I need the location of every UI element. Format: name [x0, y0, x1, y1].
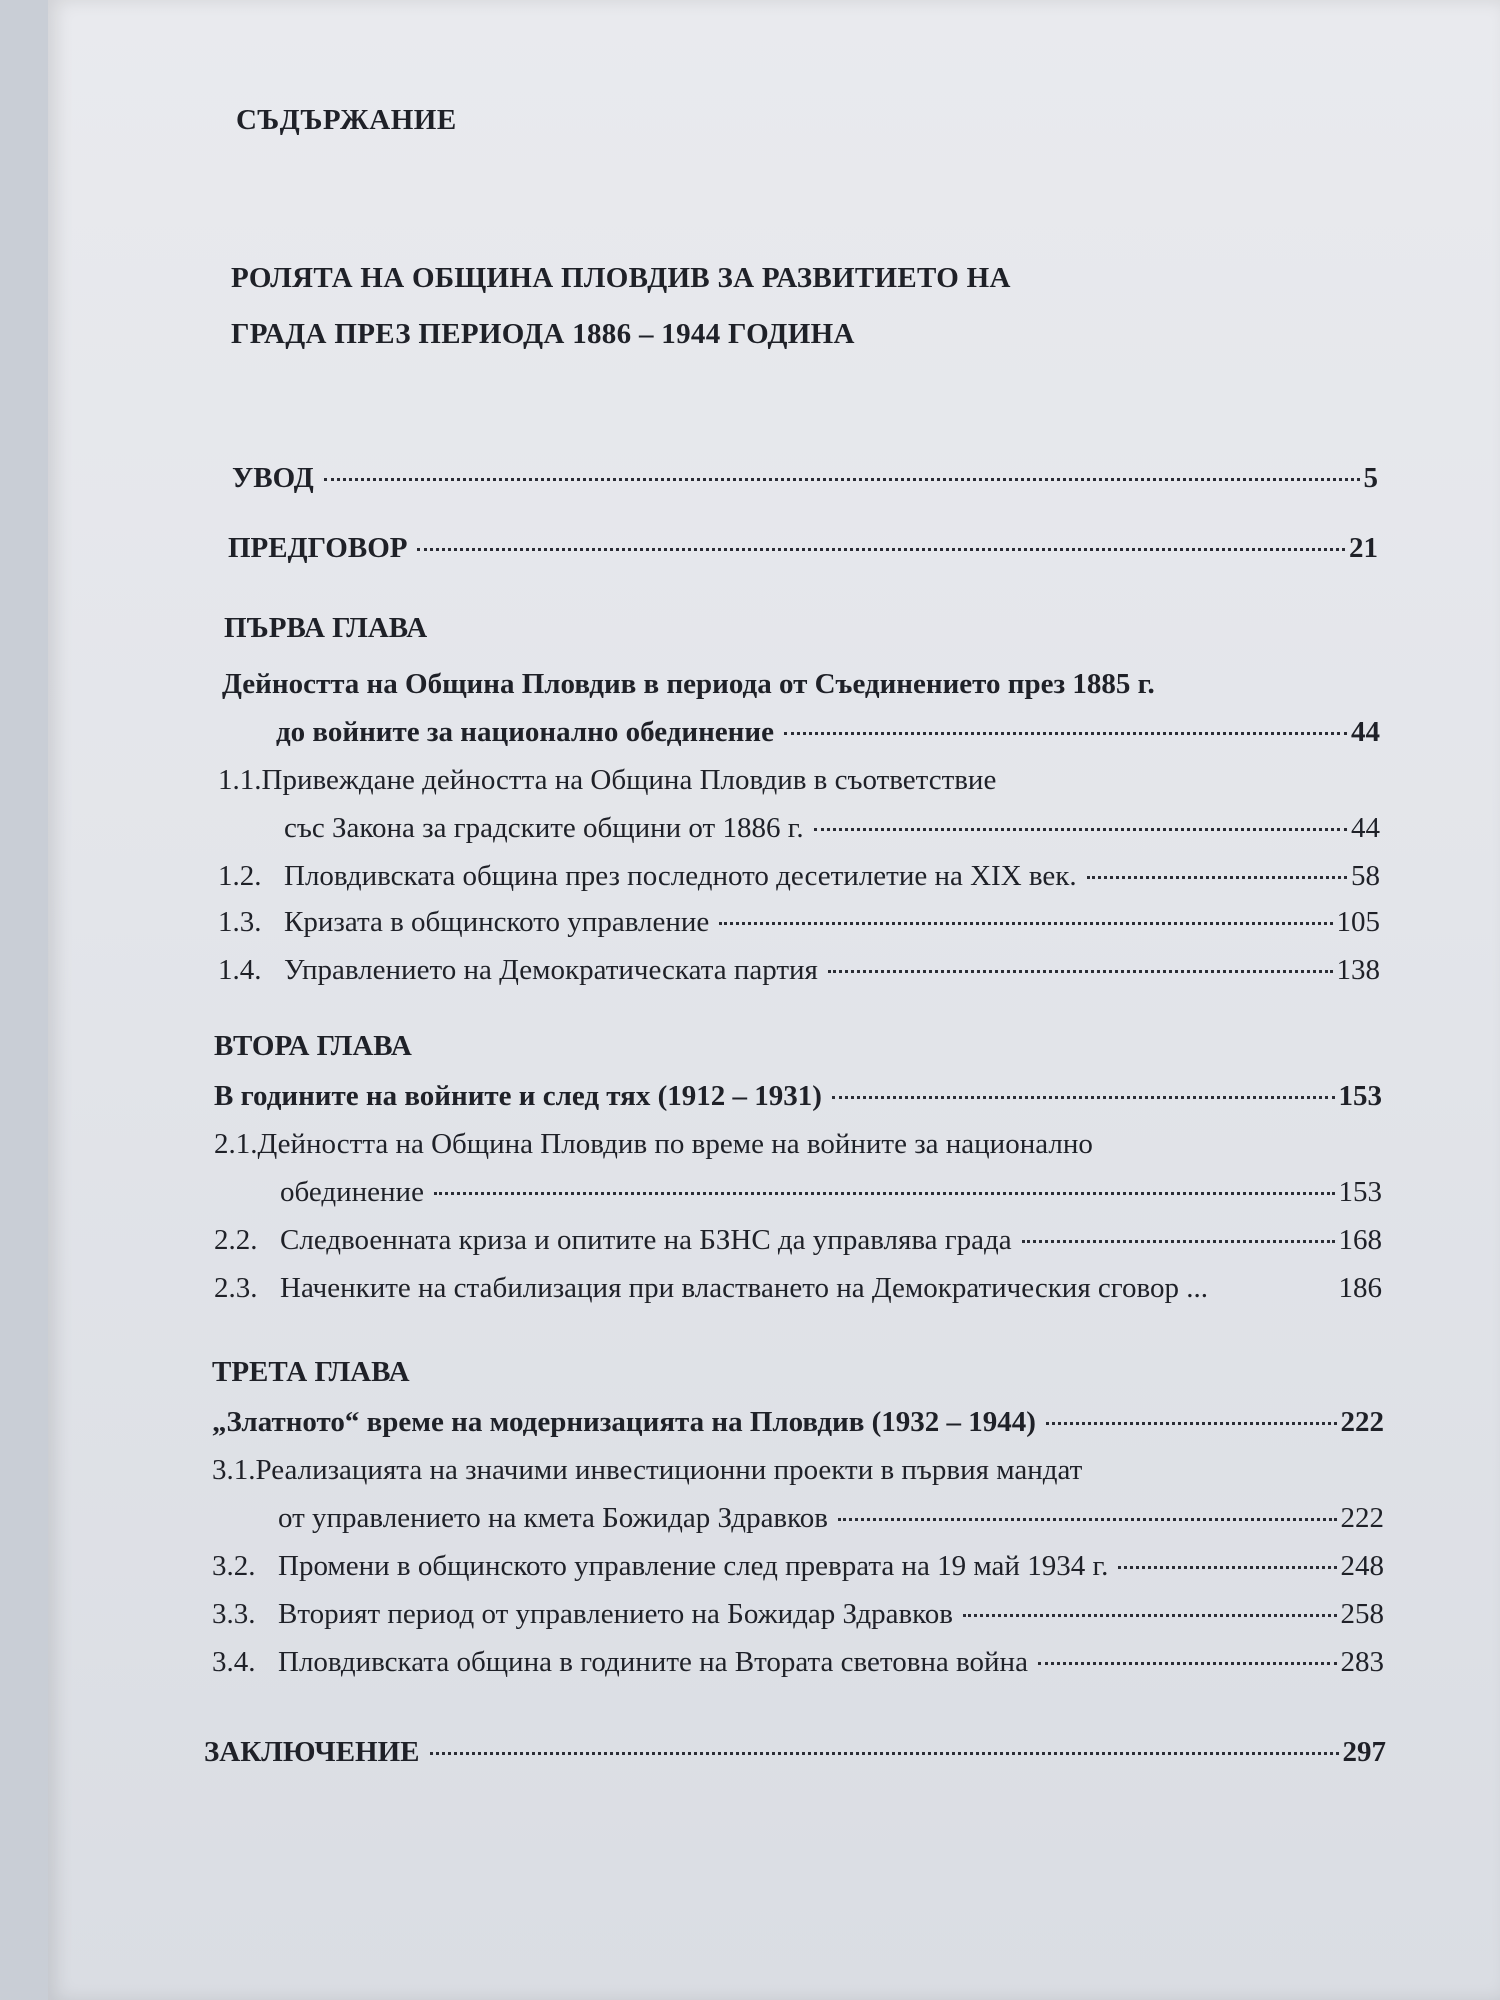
section-title-cont: със Закона за градските общини от 1886 г.: [284, 812, 804, 844]
section-number: 3.3.: [212, 1598, 256, 1630]
leader-dots: [417, 548, 1345, 551]
section-number: 1.2.: [218, 860, 262, 892]
toc-page-number: 248: [1340, 1550, 1384, 1582]
leader-dots: [1046, 1422, 1337, 1425]
toc-entry-1-4: [218, 954, 1380, 994]
section-title: Вторият период от управлението на Божидар Здравков: [278, 1598, 953, 1630]
toc-entry-3-2: [212, 1550, 1384, 1590]
section-number: 3.4.: [212, 1646, 256, 1678]
chapter-title: „Златното“ време на модернизацията на Пловдив (1932 – 1944): [212, 1406, 1036, 1438]
book-title: [231, 250, 1011, 362]
toc-entry-preface: [228, 532, 1378, 572]
toc-page-number: 21: [1349, 532, 1378, 564]
toc-entry-chapter3: [212, 1406, 1384, 1446]
section-number: 3.2.: [212, 1550, 256, 1582]
toc-entry-3-3: [212, 1598, 1384, 1638]
section-number: 1.4.: [218, 954, 262, 986]
leader-dots: [1087, 876, 1347, 879]
toc-entry-label: ПРЕДГОВОР: [228, 532, 408, 564]
toc-page-number: 222: [1340, 1406, 1384, 1438]
section-title-cont: обединение: [280, 1176, 424, 1208]
section-number: 1.3.: [218, 906, 262, 938]
section-title: Пловдивската община в годините на Втората световна война: [278, 1646, 1028, 1678]
section-number: 2.1.: [214, 1128, 258, 1160]
section-number: 3.1.: [212, 1454, 256, 1486]
section-title: Следвоенната криза и опитите на БЗНС да управлява града: [280, 1224, 1012, 1256]
toc-page-number: 153: [1338, 1080, 1382, 1112]
leader-dots: [430, 1752, 1339, 1755]
chapter-title-cont: до войните за национално обединение: [276, 716, 774, 748]
leader-dots: [828, 970, 1333, 973]
book-title-line: РОЛЯТА НА ОБЩИНА ПЛОВДИВ ЗА РАЗВИТИЕТО НА: [231, 262, 1011, 294]
toc-entry-chapter2: [214, 1080, 1382, 1120]
toc-page-number: 222: [1340, 1502, 1384, 1534]
toc-entry-2-2: [214, 1224, 1382, 1264]
section-title: Привеждане дейността на Община Пловдив в съответствие: [261, 764, 997, 796]
toc-page-number: 58: [1351, 860, 1380, 892]
section-number: 2.3.: [214, 1272, 258, 1304]
toc-page-number: 44: [1351, 812, 1380, 844]
toc-page-number: 186: [1338, 1272, 1382, 1304]
toc-entry-intro: [232, 462, 1378, 502]
section-title: Дейността на Община Пловдив по време на войните за национално: [257, 1128, 1093, 1160]
leader-dots: [784, 732, 1347, 735]
toc-page-number: 283: [1340, 1646, 1384, 1678]
leader-dots: [814, 828, 1347, 831]
toc-page-number: 168: [1338, 1224, 1382, 1256]
chapter-heading: ТРЕТА ГЛАВА: [212, 1356, 410, 1388]
section-entry: [218, 764, 996, 797]
chapter-title: В годините на войните и след тях (1912 – 1931): [214, 1080, 822, 1112]
toc-entry-3-4: [212, 1646, 1384, 1686]
section-title: Пловдивската община през последното десетилетие на XIX век.: [284, 860, 1077, 892]
toc-page-number: 44: [1351, 716, 1380, 748]
section-title: Наченките на стабилизация при властването на Демократическия сговор ...: [280, 1272, 1208, 1304]
section-title: Управлението на Демократическата партия: [284, 954, 818, 986]
toc-entry-2-3: [214, 1272, 1382, 1312]
toc-page-number: 5: [1363, 462, 1378, 494]
toc-page-number: 297: [1342, 1736, 1386, 1768]
book-title-line: ГРАДА ПРЕЗ ПЕРИОДА 1886 – 1944 ГОДИНА: [231, 318, 855, 350]
leader-dots: [832, 1096, 1335, 1099]
leader-dots: [838, 1518, 1337, 1521]
toc-entry-3-1: [278, 1502, 1384, 1542]
contents-heading: СЪДЪРЖАНИЕ: [236, 104, 457, 136]
toc-entry-1-2: [218, 860, 1380, 900]
leader-dots: [1118, 1566, 1336, 1569]
section-entry: [214, 1128, 1093, 1161]
chapter-title: Дейността на Община Пловдив в периода от Съединението през 1885 г.: [222, 668, 1155, 700]
leader-dots: [719, 922, 1332, 925]
section-title: Кризата в общинското управление: [284, 906, 710, 938]
toc-page-number: 153: [1338, 1176, 1382, 1208]
section-number: 2.2.: [214, 1224, 258, 1256]
toc-entry-1-3: [218, 906, 1380, 946]
section-title: Промени в общинското управление след преврата на 19 май 1934 г.: [278, 1550, 1109, 1582]
toc-entry-label: ЗАКЛЮЧЕНИЕ: [204, 1736, 420, 1768]
toc-page-number: 258: [1340, 1598, 1384, 1630]
leader-dots: [1022, 1240, 1335, 1243]
leader-dots: [434, 1192, 1335, 1195]
toc-page-number: 105: [1336, 906, 1380, 938]
toc-entry-chapter1: [276, 716, 1380, 756]
leader-dots: [324, 478, 1360, 481]
toc-entry-label: УВОД: [232, 462, 314, 494]
table-of-contents: [166, 0, 1386, 2000]
toc-entry-conclusion: [204, 1736, 1386, 1776]
chapter-heading: ВТОРА ГЛАВА: [214, 1030, 412, 1062]
toc-entry-2-1: [280, 1176, 1382, 1216]
toc-page-number: 138: [1336, 954, 1380, 986]
toc-entry-1-1: [284, 812, 1380, 852]
section-entry: [212, 1454, 1082, 1487]
leader-dots: [1038, 1662, 1337, 1665]
section-number: 1.1.: [218, 764, 262, 796]
section-title-cont: от управлението на кмета Божидар Здравков: [278, 1502, 828, 1534]
section-title: Реализацията на значими инвестиционни проекти в първия мандат: [255, 1454, 1083, 1486]
book-page: [48, 0, 1500, 2000]
chapter-heading: ПЪРВА ГЛАВА: [224, 612, 428, 644]
leader-dots: [963, 1614, 1337, 1617]
